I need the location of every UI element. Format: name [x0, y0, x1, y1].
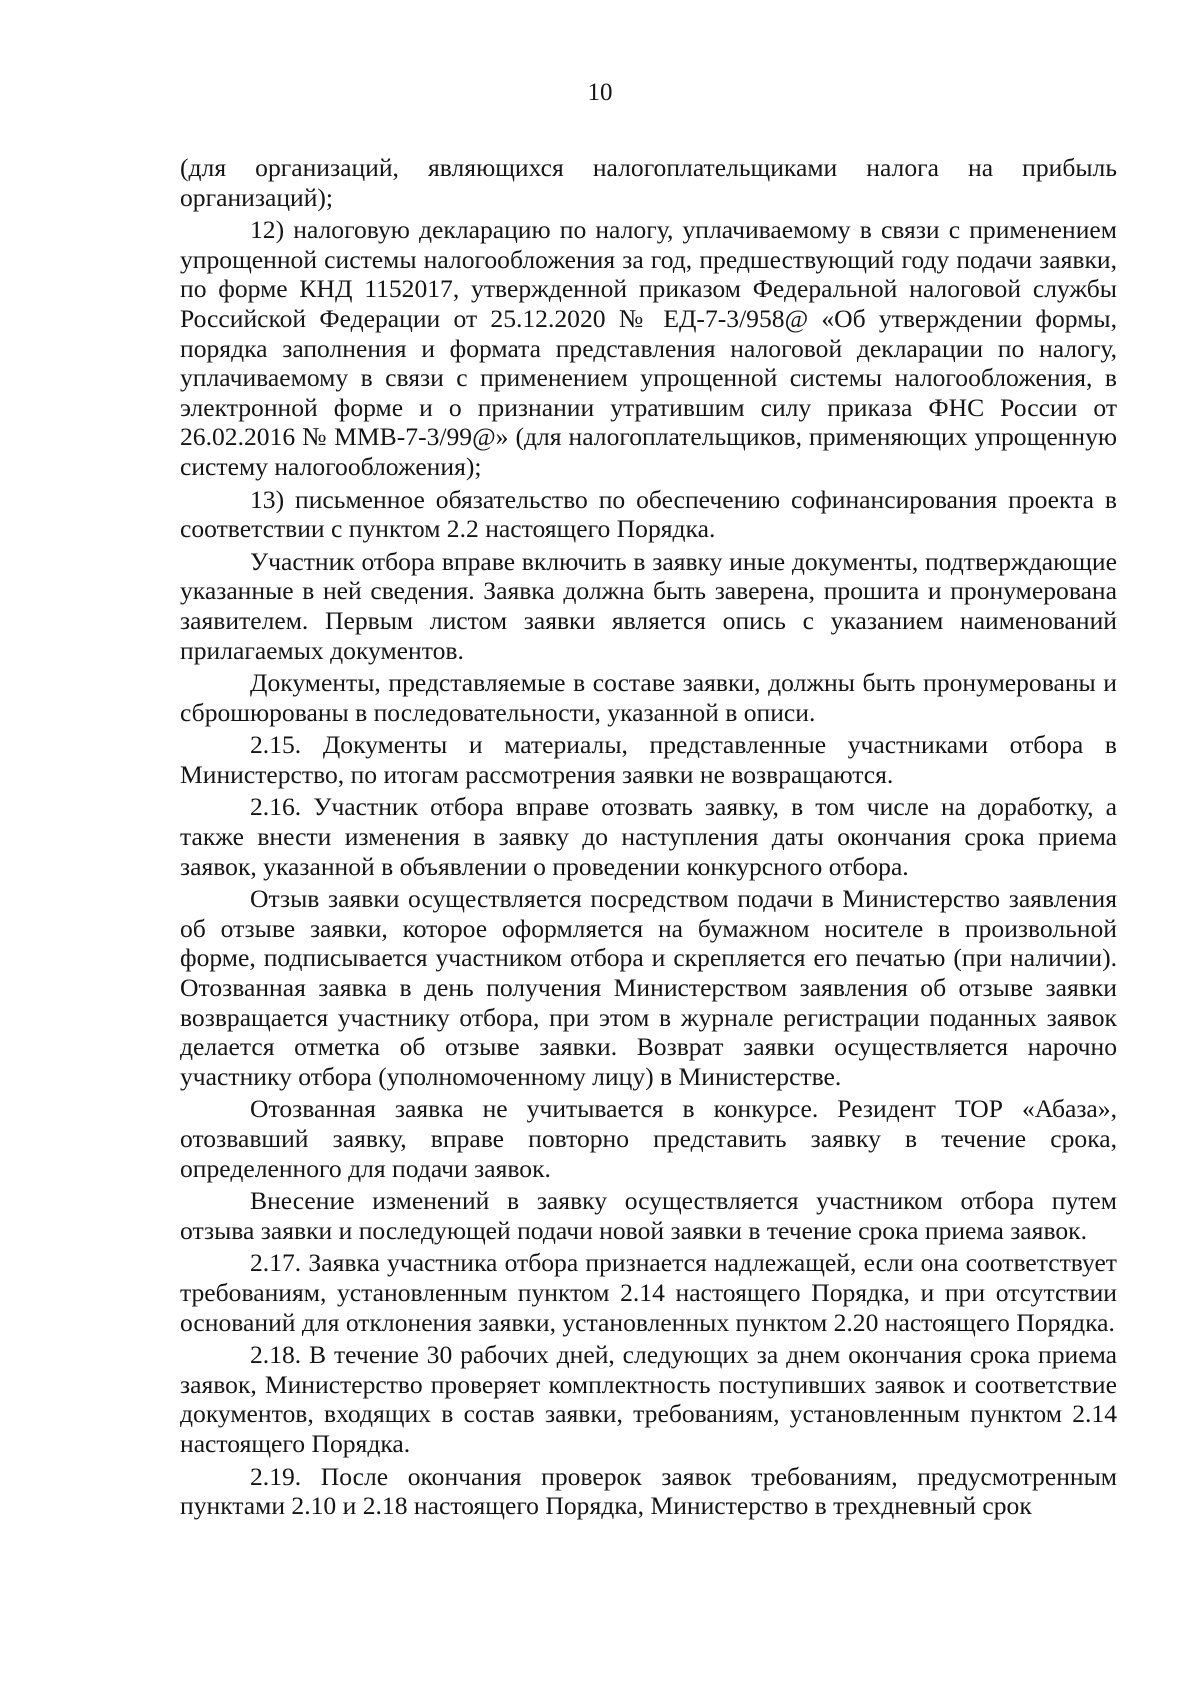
paragraph-2-15: 2.15. Документы и материалы, представленные участниками отбора в Министерство, по итогам рассмотрения заявки не возвращаются.	[180, 730, 1117, 789]
paragraph-document-numbering: Документы, представляемые в составе заявки, должны быть пронумерованы и сброшюрованы в последовательности, указанной в описи.	[180, 668, 1117, 727]
page-number: 10	[587, 79, 613, 106]
paragraph-additional-documents: Участник отбора вправе включить в заявку иные документы, подтверждающие указанные в ней сведения. Заявка должна быть заверена, прошита и пронумерована заявителем. Первым листом заявки является опись с указанием наименований прилагаемых документов.	[180, 546, 1117, 665]
paragraph-2-19: 2.19. После окончания проверок заявок требованиям, предусмотренным пунктами 2.10 и 2.18 настоящего Порядка, Министерство в трехдневный срок	[180, 1461, 1117, 1521]
paragraph-withdrawal: Отзыв заявки осуществляется посредством подачи в Министерство заявления об отзыве заявки, которое оформляется на бумажном носителе в произвольной форме, подписывается участником отбора и скрепляется его печатью (при наличии). Отозванная заявка в день получения Министерством заявления об отзыве заявки возвращается участнику отбора, при этом в журнале регистрации поданных заявок делается отметка об отзыве заявки. Возврат заявки осуществляется нарочно участнику отбора (уполномоченному лицу) в Министерстве.	[180, 884, 1117, 1091]
paragraph-2-16: 2.16. Участник отбора вправе отозвать заявку, в том числе на доработку, а также внести изменения в заявку до наступления даты окончания срока приема заявок, указанной в объявлении о проведении конкурсного отбора.	[180, 792, 1117, 881]
paragraph-amendments: Внесение изменений в заявку осуществляется участником отбора путем отзыва заявки и последующей подачи новой заявки в течение срока приема заявок.	[180, 1186, 1117, 1245]
paragraph-withdrawn-application: Отозванная заявка не учитывается в конкурсе. Резидент ТОР «Абаза», отозвавший заявку, вправе повторно представить заявку в течение срока, определенного для подачи заявок.	[180, 1094, 1117, 1183]
paragraph-item-13: 13) письменное обязательство по обеспечению софинансирования проекта в соответствии с пунктом 2.2 настоящего Порядка.	[180, 484, 1117, 544]
paragraph-2-17: 2.17. Заявка участника отбора признается надлежащей, если она соответствует требованиям, установленным пунктом 2.14 настоящего Порядка, и при отсутствии оснований для отклонения заявки, установленных пунктом 2.20 настоящего Порядка.	[180, 1248, 1117, 1337]
document-body	[180, 153, 1117, 1524]
paragraph-continuation: (для организаций, являющихся налогоплательщиками налога на прибыль организаций);	[180, 153, 1117, 212]
paragraph-2-18: 2.18. В течение 30 рабочих дней, следующих за днем окончания срока приема заявок, Министерство проверяет комплектность поступивших заявок и соответствие документов, входящих в состав заявки, требованиям, установленным пунктом 2.14 настоящего Порядка.	[180, 1340, 1117, 1458]
paragraph-item-12: 12) налоговую декларацию по налогу, уплачиваемому в связи с применением упрощенной системы налогообложения за год, предшествующий году подачи заявки, по форме КНД 1152017, утвержденной приказом Федеральной налоговой службы Российской Федерации от 25.12.2020 № ЕД-7-3/958@ «Об утверждении формы, порядка заполнения и формата представления налоговой декларации по налогу, уплачиваемому в связи с применением упрощенной системы налогообложения, в электронной форме и о признании утратившим силу приказа ФНС России от 26.02.2016 № ММВ-7-3/99@» (для налогоплательщиков, применяющих упрощенную систему налогообложения);	[180, 215, 1117, 481]
